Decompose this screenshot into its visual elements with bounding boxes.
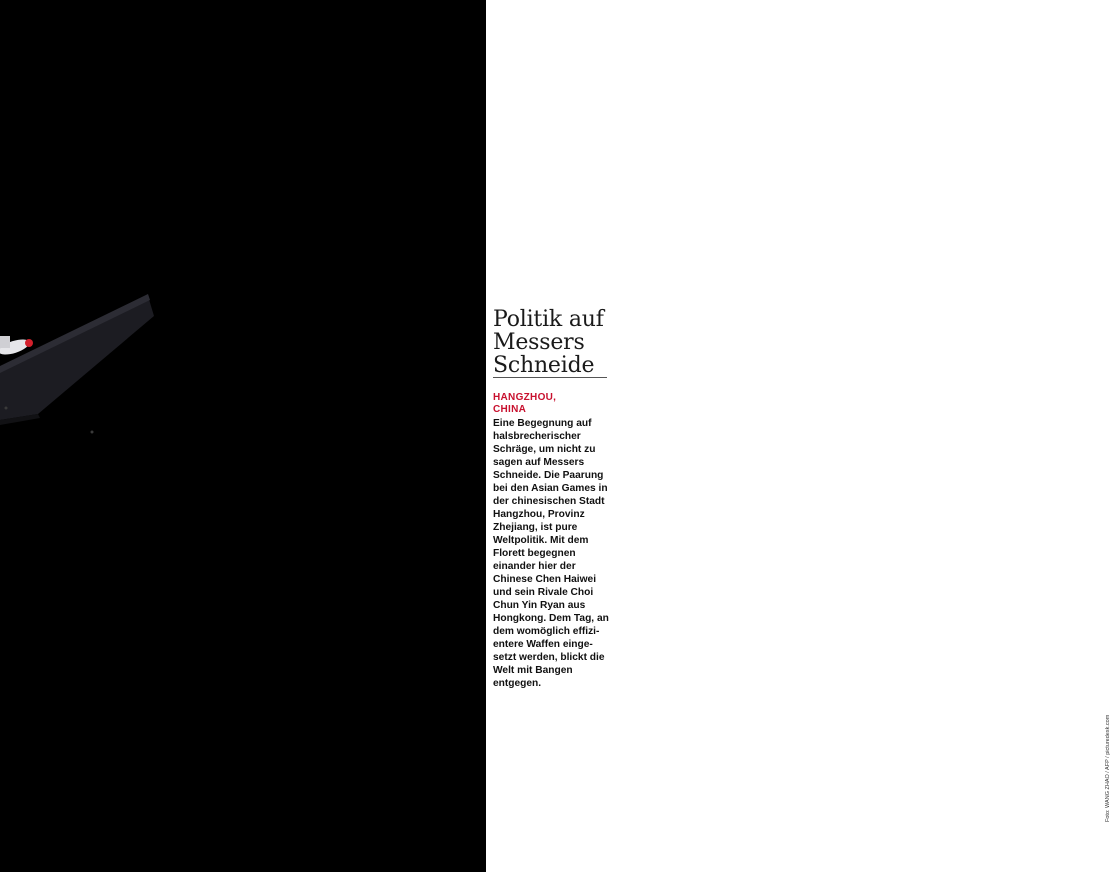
fencing-piste-graphic	[0, 0, 486, 872]
body-line: einander hier der	[493, 561, 576, 572]
body-line: Eine Begegnung auf	[493, 418, 592, 429]
body-line: entgegen.	[493, 678, 542, 689]
body-line: Chun Yin Ryan aus	[493, 600, 586, 611]
headline-divider	[493, 377, 607, 378]
body-line: und sein Rivale Choi	[493, 587, 594, 598]
article-headline	[493, 308, 633, 377]
body-line: setzt werden, blickt die	[493, 652, 605, 663]
body-line: Hangzhou, Provinz	[493, 509, 585, 520]
body-line: Zhejiang, ist pure	[493, 522, 578, 533]
text-column	[486, 0, 1111, 872]
body-line: Florett begegnen	[493, 548, 576, 559]
body-line: Schräge, um nicht zu	[493, 444, 596, 455]
dateline-city: HANGZHOU,	[493, 392, 557, 403]
body-line: Weltpolitik. Mit dem	[493, 535, 589, 546]
body-line: entere Waffen einge-	[493, 639, 593, 650]
dateline	[493, 392, 623, 416]
photo-credit: Foto: WANG ZHAO / AFP / picturedesk.com	[1105, 714, 1111, 822]
article-body	[493, 417, 623, 690]
body-line: sagen auf Messers	[493, 457, 585, 468]
headline-line: Schneide	[493, 353, 595, 378]
shoe-red-detail	[25, 339, 33, 347]
body-line: Chinese Chen Haiwei	[493, 574, 597, 585]
dateline-country: CHINA	[493, 404, 527, 415]
body-line: dem womöglich effizi-	[493, 626, 600, 637]
body-line: Schneide. Die Paarung	[493, 470, 604, 481]
body-line: der chinesischen Stadt	[493, 496, 605, 507]
body-line: Welt mit Bangen	[493, 665, 573, 676]
fencing-photo	[0, 0, 486, 872]
body-line: halsbrecherischer	[493, 431, 581, 442]
headline-line: Messers	[493, 330, 585, 355]
fencer-leg	[0, 336, 10, 348]
body-line: Hongkong. Dem Tag, an	[493, 613, 609, 624]
body-line: bei den Asian Games in	[493, 483, 608, 494]
headline-line: Politik auf	[493, 307, 604, 332]
floor-reflection	[91, 431, 94, 434]
floor-reflection	[5, 407, 8, 410]
